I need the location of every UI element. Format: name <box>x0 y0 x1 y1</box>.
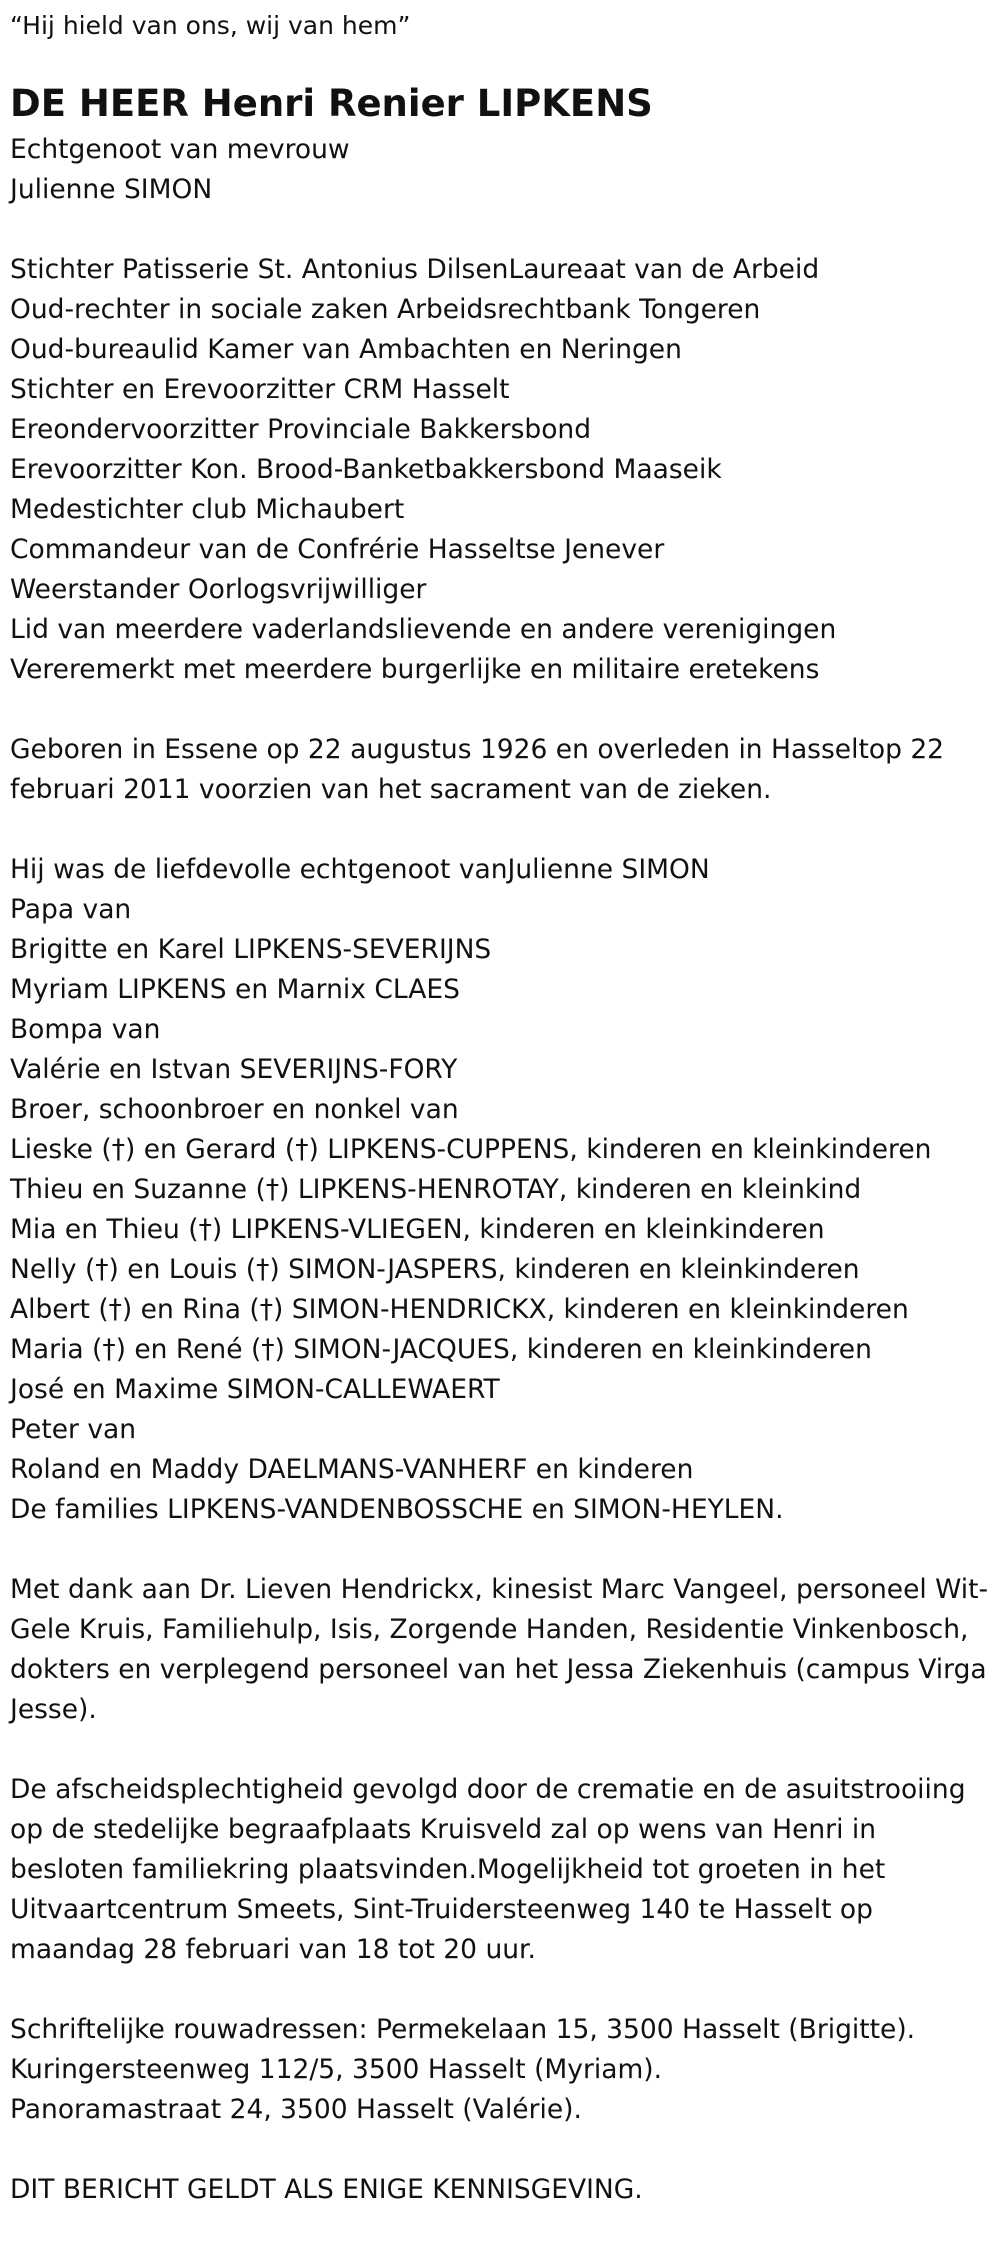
function-line: Erevoorzitter Kon. Brood-Banketbakkersbond Maaseik <box>10 454 722 485</box>
family-line: Myriam LIPKENS en Marnix CLAES <box>10 974 460 1005</box>
address-line: Kuringersteenweg 112/5, 3500 Hasselt (Myriam). <box>10 2054 663 2085</box>
family-line: Peter van <box>10 1414 137 1445</box>
function-line: Oud-bureaulid Kamer van Ambachten en Neringen <box>10 334 682 365</box>
family-line: Thieu en Suzanne (†) LIPKENS-HENROTAY, kinderen en kleinkind <box>10 1174 862 1205</box>
addresses-section <box>10 2010 990 2130</box>
family-line: Bompa van <box>10 1014 161 1045</box>
function-line: Commandeur van de Confrérie Hasseltse Jenever <box>10 534 665 565</box>
family-line: Roland en Maddy DAELMANS-VANHERF en kinderen <box>10 1454 694 1485</box>
family-line: Papa van <box>10 894 132 925</box>
family-line: Maria (†) en René (†) SIMON-JACQUES, kinderen en kleinkinderen <box>10 1334 872 1365</box>
family-line: Broer, schoonbroer en nonkel van <box>10 1094 459 1125</box>
function-line: Stichter en Erevoorzitter CRM Hasselt <box>10 374 510 405</box>
quote: “Hij hield van ons, wij van hem” <box>10 11 411 40</box>
function-line: Ereondervoorzitter Provinciale Bakkersbond <box>10 414 592 445</box>
function-line: Lid van meerdere vaderlandslievende en andere verenigingen <box>10 614 837 645</box>
function-line: Oud-rechter in sociale zaken Arbeidsrechtbank Tongeren <box>10 294 761 325</box>
spouse-section <box>10 130 990 210</box>
family-line: Hij was de liefdevolle echtgenoot vanJulienne SIMON <box>10 854 710 885</box>
function-line: Weerstander Oorlogsvrijwilliger <box>10 574 427 605</box>
family-line: Brigitte en Karel LIPKENS-SEVERIJNS <box>10 934 492 965</box>
address-line: Schriftelijke rouwadressen: Permekelaan 15, 3500 Hasselt (Brigitte). <box>10 2014 916 2045</box>
function-line: Stichter Patisserie St. Antonius DilsenLaureaat van de Arbeid <box>10 254 820 285</box>
ceremony-paragraph: De afscheidsplechtigheid gevolgd door de crematie en de asuitstrooiing op de stedelijke begraafplaats Kruisveld zal op wens van Henri in besloten familiekring plaatsvinden.Mogelijkheid tot groeten in het Uitvaartcentrum Smeets, Sint-Truidersteenweg 140 te Hasselt op maandag 28 februari van 18 tot 20 uur. <box>10 1774 966 1965</box>
spouse-line: Echtgenoot van mevrouw <box>10 134 350 165</box>
family-line: Albert (†) en Rina (†) SIMON-HENDRICKX, kinderen en kleinkinderen <box>10 1294 909 1325</box>
family-line: José en Maxime SIMON-CALLEWAERT <box>10 1374 500 1405</box>
function-line: Vereremerkt met meerdere burgerlijke en militaire eretekens <box>10 654 820 685</box>
address-line: Panoramastraat 24, 3500 Hasselt (Valérie). <box>10 2094 582 2125</box>
closing-notice: DIT BERICHT GELDT ALS ENIGE KENNISGEVING. <box>10 2174 643 2205</box>
functions-list <box>10 250 990 690</box>
family-line: Lieske (†) en Gerard (†) LIPKENS-CUPPENS, kinderen en kleinkinderen <box>10 1134 932 1165</box>
spouse-line: Julienne SIMON <box>10 174 213 205</box>
deceased-name: DE HEER Henri Renier LIPKENS <box>10 82 653 125</box>
function-line: Medestichter club Michaubert <box>10 494 405 525</box>
obituary-document <box>10 8 990 2210</box>
family-line: Nelly (†) en Louis (†) SIMON-JASPERS, kinderen en kleinkinderen <box>10 1254 860 1285</box>
family-line: De families LIPKENS-VANDENBOSSCHE en SIMON-HEYLEN. <box>10 1494 784 1525</box>
birth-death-paragraph: Geboren in Essene op 22 augustus 1926 en overleden in Hasseltop 22 februari 2011 voorzien van het sacrament van de zieken. <box>10 734 945 805</box>
family-list <box>10 850 990 1530</box>
thanks-paragraph: Met dank aan Dr. Lieven Hendrickx, kinesist Marc Vangeel, personeel Wit-Gele Kruis, Familiehulp, Isis, Zorgende Handen, Residentie Vinkenbosch, dokters en verplegend personeel van het Jessa Ziekenhuis (campus Virga Jesse). <box>10 1574 989 1725</box>
family-line: Mia en Thieu (†) LIPKENS-VLIEGEN, kinderen en kleinkinderen <box>10 1214 825 1245</box>
family-line: Valérie en Istvan SEVERIJNS-FORY <box>10 1054 458 1085</box>
